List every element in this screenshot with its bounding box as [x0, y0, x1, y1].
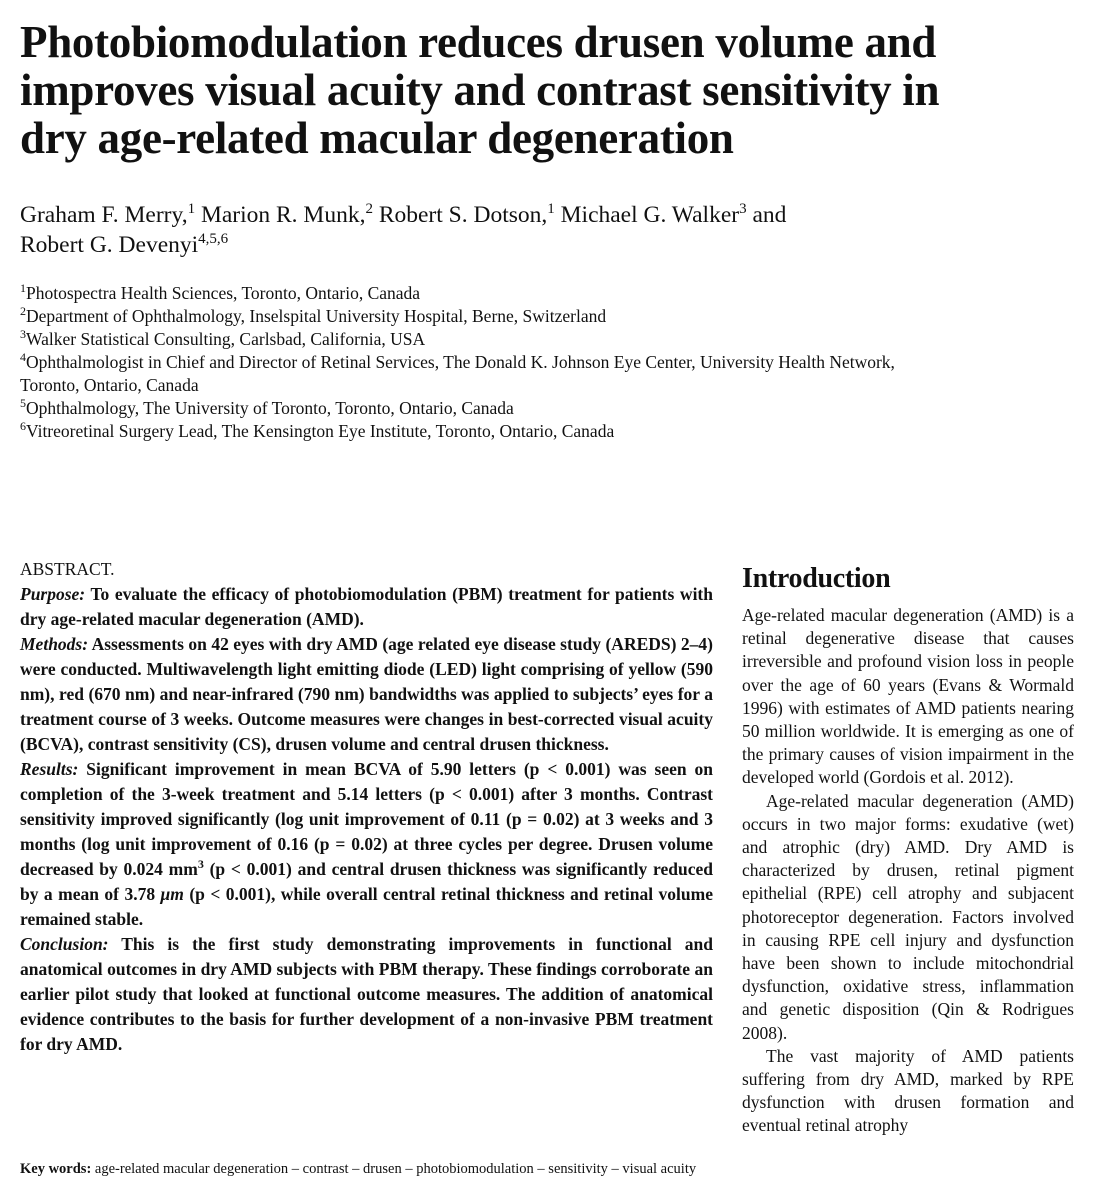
abstract-section-text: Significant improvement in mean BCVA of 5.90 letters (p < 0.001) was seen on completion of the 3-week treatment and 5.14 letters (p < 0.001) after 3 months. Contrast sensitivity improved significantly (log unit improvement of 0.11 (p = 0.02) at 3 weeks and 3 months (log unit improvement of 0.16 (p = 0.02) at three cycles per degree. Drusen volume decreased by 0.024 mm: [20, 759, 713, 879]
affiliation-text: Toronto, Ontario, Canada: [20, 375, 199, 395]
author-affiliation-mark: 4,5,6: [198, 231, 229, 248]
affiliation: [20, 397, 1090, 420]
abstract-heading: ABSTRACT.: [20, 559, 115, 579]
introduction-paragraph: Age-related macular degeneration (AMD) occurs in two major forms: exudative (wet) and atrophic (dry) AMD. Dry AMD is characterized by drusen, retinal pigment epithelial (RPE) cell atrophy and subjacent photoreceptor degeneration. Factors involved in causing RPE cell injury and dysfunction have been shown to include mitochondrial dysfunction, oxidative stress, inflammation and genetic disposition (Qin & Rodrigues 2008).: [742, 790, 1074, 1043]
abstract-section-label: Conclusion:: [20, 934, 109, 954]
abstract-section-text: (p < 0.001) and central drusen thickness was significantly reduced by a mean of 3.78: [20, 859, 713, 904]
affiliation: [20, 305, 1090, 328]
affiliation: [20, 282, 1090, 305]
abstract-section-label: Purpose:: [20, 584, 86, 604]
abstract-methods: [20, 632, 713, 757]
keywords: [20, 1158, 713, 1180]
author-affiliation-mark: 1: [547, 201, 555, 218]
introduction-heading: Introduction: [742, 563, 891, 594]
affiliation-mark: 3: [20, 327, 26, 342]
author-conjunction: and: [752, 202, 787, 228]
affiliation-list: [20, 282, 1090, 443]
affiliation-text: Walker Statistical Consulting, Carlsbad, California, USA: [26, 329, 426, 349]
title-line: Photobiomodulation reduces drusen volume and: [20, 17, 937, 67]
affiliation-text: Vitreoretinal Surgery Lead, The Kensington Eye Institute, Toronto, Ontario, Canada: [26, 421, 615, 441]
keywords-text: age-related macular degeneration – contrast – drusen – photobiomodulation – sensitivity – visual acuity: [94, 1161, 697, 1177]
author-affiliation-mark: 2: [365, 201, 373, 218]
affiliation-mark: 6: [20, 419, 26, 434]
affiliation-mark: 4: [20, 350, 26, 365]
affiliation: [20, 374, 1090, 397]
title-line: improves visual acuity and contrast sensitivity in: [20, 65, 940, 115]
affiliation: [20, 328, 1090, 351]
abstract-section-text: This is the first study demonstrating improvements in functional and anatomical outcomes in dry AMD subjects with PBM therapy. These findings corroborate an earlier pilot study that looked at functional outcome measures. The addition of anatomical evidence contributes to the basis for further development of a non-invasive PBM treatment for dry AMD.: [20, 934, 713, 1054]
author-name: Graham F. Merry,: [20, 202, 188, 228]
abstract-section-text: (p < 0.001), while overall central retinal thickness and retinal volume remained stable.: [20, 884, 713, 929]
author-name: Marion R. Munk,: [200, 202, 366, 228]
affiliation: [20, 420, 1090, 443]
title-line: dry age-related macular degeneration: [20, 113, 734, 163]
affiliation-text: Ophthalmologist in Chief and Director of Retinal Services, The Donald K. Johnson Eye Center, University Health Network,: [26, 352, 895, 372]
introduction-section: [742, 562, 1074, 1138]
author-affiliation-mark: 1: [187, 201, 196, 218]
unit-exponent: 3: [197, 857, 204, 872]
abstract-purpose: [20, 582, 713, 632]
author-name: Michael G. Walker: [560, 202, 740, 228]
abstract: [20, 557, 713, 1057]
affiliation-text: Photospectra Health Sciences, Toronto, Ontario, Canada: [26, 283, 421, 303]
abstract-section-label: Results:: [20, 759, 79, 779]
introduction-paragraph: Age-related macular degeneration (AMD) is a retinal degenerative disease that causes irreversible and profound vision loss in people over the age of 60 years (Evans & Wormald 1996) with estimates of AMD patients nearing 50 million worldwide. It is emerging as one of the primary causes of vision impairment in the developed world (Gordois et al. 2012).: [742, 605, 1074, 788]
unit-micrometre: μm: [160, 884, 184, 904]
affiliation-mark: 1: [20, 281, 26, 296]
affiliation-text: Ophthalmology, The University of Toronto, Toronto, Ontario, Canada: [26, 398, 514, 418]
abstract-section-text: Assessments on 42 eyes with dry AMD (age related eye disease study (AREDS) 2–4) were conducted. Multiwavelength light emitting diode (LED) light comprising of yellow (590 nm), red (670 nm) and near-infrared (790 nm) bandwidths was applied to subjects’ eyes for a treatment course of 3 weeks. Outcome measures were changes in best-corrected visual acuity (BCVA), contrast sensitivity (CS), drusen volume and central drusen thickness.: [20, 634, 713, 754]
author-line: [20, 200, 1090, 230]
affiliation-mark: 2: [20, 304, 26, 319]
affiliation: [20, 351, 1090, 374]
paper-title: [20, 18, 1100, 162]
author-name: Robert G. Devenyi: [20, 232, 199, 258]
abstract-results: [20, 757, 713, 932]
author-name: Robert S. Dotson,: [378, 202, 548, 228]
abstract-section-text: To evaluate the efficacy of photobiomodulation (PBM) treatment for patients with dry age-related macular degeneration (AMD).: [20, 584, 713, 629]
introduction-paragraph: The vast majority of AMD patients suffering from dry AMD, marked by RPE dysfunction with drusen formation and eventual retinal atrophy: [742, 1045, 1074, 1136]
keywords-label: Key words:: [20, 1161, 92, 1177]
author-list: [20, 200, 1090, 260]
affiliation-mark: 5: [20, 396, 26, 411]
affiliation-text: Department of Ophthalmology, Inselspital University Hospital, Berne, Switzerland: [26, 306, 607, 326]
author-line: [20, 230, 1090, 260]
abstract-section-label: Methods:: [20, 634, 89, 654]
author-affiliation-mark: 3: [739, 201, 747, 218]
abstract-conclusion: [20, 932, 713, 1057]
